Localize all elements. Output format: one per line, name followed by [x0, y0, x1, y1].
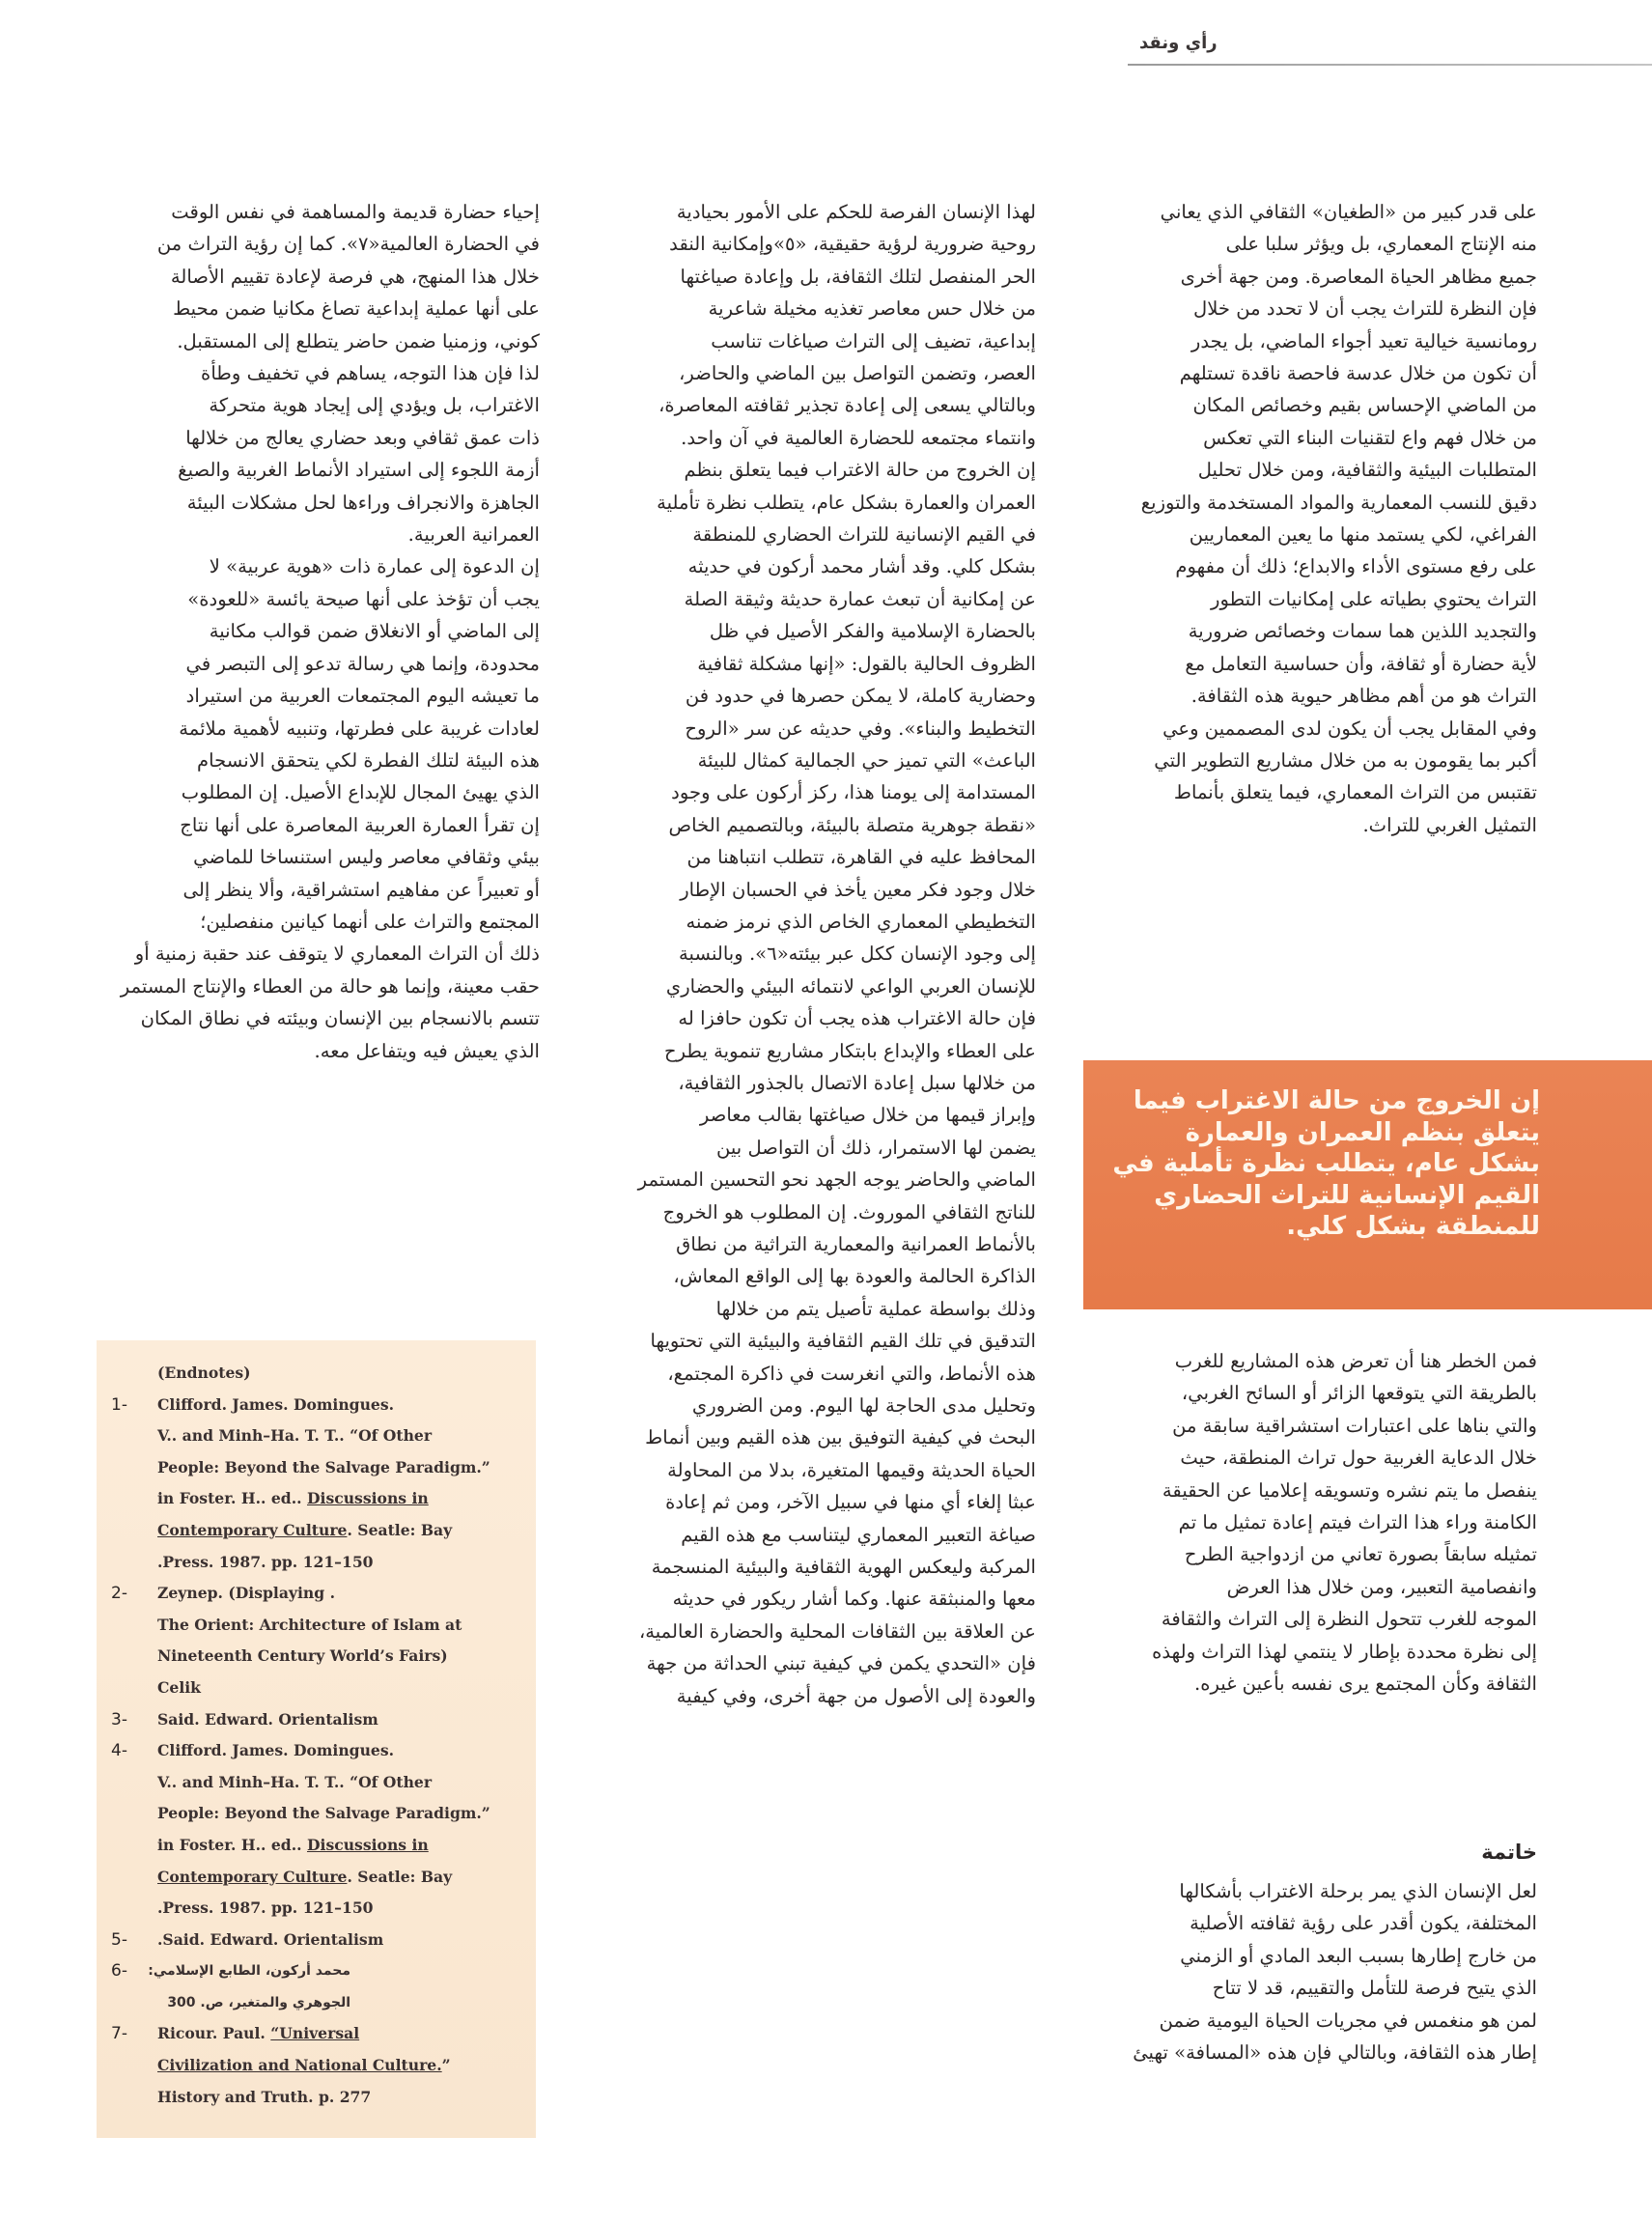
endnotes-title: (Endnotes) [157, 1364, 251, 1382]
text-line: بيئي وثقافي معاصر وليس استنساخا للماضي [193, 846, 540, 869]
text-line: إن الدعوة إلى عمارة ذات «هوية عربية» لا [209, 555, 540, 578]
endnote-title-underlined: Contemporary Culture [157, 1520, 348, 1539]
text-line: الباعث» التي تميز حي الجمالية كمثال للبيئة [697, 748, 1036, 772]
text-line: المحافظ عليه في القاهرة، تتطلب انتباهنا من [686, 846, 1036, 869]
endnotes-box [97, 1340, 536, 2138]
text-line: الظروف الحالية بالقول: «إنها مشكلة ثقافية [697, 652, 1036, 675]
text-line: الذي يهيئ المجال للإبداع الأصيل. إن المطلوب [181, 781, 540, 804]
text-line: يجب أن تؤخذ على أنها صيحة يائسة «للعودة» [187, 587, 540, 610]
text-line: إلى نظرة محددة بإطار لا ينتمي لهذا التراث ولهذه [1152, 1640, 1537, 1663]
text-line: لعل الإنسان الذي يمر برحلة الاغتراب بأشكالها [1179, 1880, 1537, 1902]
text-line: عن إمكانية أن تبعث عمارة حديثة وثيقة الصلة [684, 587, 1036, 610]
endnote-item [97, 2018, 536, 2113]
text-line: هذه البيئة لتلك الفطرة لكي يتحقق الانسجام [197, 748, 540, 772]
text-line: بالطريقة التي يتوقعها الزائر أو السائح الغربي، [1181, 1382, 1537, 1405]
text-line: فإن حالة الاغتراب هذه يجب أن تكون حافزا له [678, 1007, 1036, 1030]
text-line: لهذا الإنسان الفرصة للحكم على الأمور بحيادية [676, 201, 1036, 223]
text-line: عبثا إلغاء أي منها في سبيل الآخر، ومن ثم إعادة [665, 1491, 1036, 1514]
text-line: حقب معينة، وإنما هو حالة من العطاء والإنتاج المستمر [120, 974, 540, 998]
text-line: لأية حضارة أو ثقافة، وأن حساسية التعامل مع [1185, 652, 1537, 675]
text-line: التراث هو من أهم مظاهر حيوية هذه الثقافة. [1190, 685, 1537, 708]
endnotes-list [97, 1390, 536, 2114]
text-line: ذات عمق ثقافي وبعد حضاري يعالج من خلالها [185, 426, 540, 449]
text-line: فإن «التحدي يكمن في كيفية تبني الحداثة من جهة [646, 1652, 1036, 1675]
text-line: الجاهزة والانجراف وراءها لحل مشكلات البيئة [186, 491, 540, 514]
endnote-item [97, 1735, 536, 1925]
text-line: المتطلبات البيئية والثقافية، ومن خلال تحليل [1197, 459, 1537, 482]
text-line: معها والمنبثقة عنها. وكما أشار ريكور في حديثه [672, 1588, 1036, 1611]
endnote-number: 7- [111, 2024, 127, 2044]
text-line: الفراغي، لكي يستمد منها ما يعين المعماريين [1189, 523, 1537, 547]
endnote-number: 2- [111, 1584, 127, 1604]
text-line: التمثيل الغربي للتراث. [1362, 813, 1537, 836]
endnote-line: Celik [157, 1677, 201, 1697]
text-line: على رفع مستوى الأداء والابداع؛ ذلك أن مفهوم [1175, 555, 1537, 578]
text-line: القيم الإنسانية للتراث الحضاري [1154, 1180, 1540, 1210]
text-line: أن تكون من خلال عدسة فاحصة ناقدة تستلهم [1179, 362, 1537, 385]
text-line: البحث في كيفية التوفيق بين هذه القيم وبين أنماط [645, 1426, 1036, 1449]
text-line: وبالتالي يسعى إلى إعادة تجذير ثقافته المعاصرة، [658, 394, 1036, 417]
text-line: وحضارية كاملة، لا يمكن حصرها في حدود فن [685, 685, 1036, 708]
endnote-line: People: Beyond the Salvage Paradigm.” [157, 1457, 490, 1476]
text-line: على قدر كبير من «الطغيان» الثقافي الذي يعاني [1160, 201, 1537, 223]
text-line: وانتماء مجتمعه للحضارة العالمية في آن واحد. [681, 426, 1036, 449]
text-line: خلال الدعاية الغربية حول تراث المنطقة، حيث [1180, 1447, 1537, 1470]
text-line: التخطيط والبناء». وفي حديثه عن سر «الروح [685, 717, 1036, 740]
text-line: خلال هذا المنهج، هي فرصة لإعادة تقييم الأصالة [170, 265, 540, 288]
endnote-line: V.. and Minh–Ha. T. T.. “Of Other [157, 1426, 433, 1446]
text-line: من الماضي الإحساس بقيم وخصائص المكان [1192, 394, 1537, 417]
text-line: إن تقرأ العمارة العربية المعاصرة على أنها نتاج [180, 813, 540, 836]
text-line: المختلفة، يكون أقدر على رؤية ثقافته الأصلية [1190, 1912, 1537, 1935]
text-line: منه الإنتاج المعماري، بل ويؤثر سلبا على [1225, 233, 1537, 256]
pullquote-box [1083, 1060, 1652, 1309]
endnote-line: Civilization and National Culture.” [157, 2056, 451, 2075]
text-line: يتعلق بنظم العمران والعمارة [1185, 1117, 1540, 1147]
text-line: التدقيق في تلك القيم الثقافية والبيئية التي تحتويها [650, 1330, 1036, 1353]
text-line: المجتمع والتراث على أنهما كيانين منفصلين؛ [200, 910, 540, 933]
text-line: العمرانية العربية. [407, 523, 540, 547]
text-line: الثقافة وكأن المجتمع يرى نفسه بأعين غيره. [1193, 1673, 1537, 1696]
endnote-line: in Foster. H.. ed.. Discussions in [157, 1489, 429, 1508]
endnote-item [97, 1704, 536, 1736]
endnote-item [97, 1955, 536, 2018]
endnote-item [97, 1578, 536, 1703]
endnote-line: Clifford. James. Domingues. [157, 1394, 395, 1414]
text-line: في الحضارة العالمية«٧». كما إن رؤية التراث من [156, 233, 540, 256]
text-line: هذه الأنماط، والتي انغرست في ذاكرة المجتمع، [667, 1362, 1036, 1385]
endnote-number: 5- [111, 1929, 127, 1950]
text-line: إطار هذه الثقافة، وبالتالي فإن هذه «المسافة» تهيئ [1133, 2041, 1537, 2065]
endnote-line: Said. Edward. Orientalism [157, 1709, 378, 1729]
text-line: إحياء حضارة قديمة والمساهمة في نفس الوقت [171, 201, 540, 223]
endnote-title-underlined: Discussions in [307, 1835, 429, 1854]
text-line: تتسم بالانسجام بين الإنسان وبيئته في نطاق المكان [140, 1007, 540, 1030]
text-line: وإبراز قيمها من خلال صياغتها بقالب معاصر [699, 1104, 1036, 1127]
text-line: لمن هو منغمس في مجريات الحياة اليومية ضمن [1159, 2009, 1537, 2032]
column-left-body [99, 196, 540, 1067]
text-line: عن العلاقة بين الثقافات المحلية والحضارة العالمية، [638, 1619, 1036, 1643]
endnote-line: Nineteenth Century World’s Fairs) [157, 1646, 448, 1666]
text-line: بشكل عام، يتطلب نظرة تأملية في [1112, 1149, 1540, 1178]
endnote-line: Zeynep. (Displaying . [157, 1584, 336, 1603]
text-line: لذا فإن هذا التوجه، يساهم في تخفيف وطأة [201, 362, 540, 385]
text-line: العصر، وتضمن التواصل بين الماضي والحاضر، [679, 362, 1036, 385]
column-right-body [1087, 196, 1537, 841]
endnote-line: Contemporary Culture. Seatle: Bay [157, 1520, 453, 1539]
text-line: على العطاء والإبداع بابتكار مشاريع تنموية يطرح [663, 1039, 1036, 1062]
endnote-line: Contemporary Culture. Seatle: Bay [157, 1867, 453, 1886]
endnote-line: History and Truth. p. 277 [157, 2087, 372, 2106]
endnote-line: .Said. Edward. Orientalism [157, 1929, 384, 1949]
text-line: الحر المنفصل لتلك الثقافة، بل وإعادة صياغتها [680, 265, 1036, 288]
text-line: أزمة اللجوء إلى استيراد الأنماط الغربية والصيغ [178, 459, 540, 482]
endnote-item [97, 1390, 536, 1579]
text-line: وفي المقابل يجب أن يكون لدى المصممين وعي [1162, 717, 1537, 740]
text-line: إلى الماضي أو الانغلاق ضمن قوالب مكانية [209, 620, 540, 643]
text-line: والتجديد اللذين هما سمات وخصائص ضرورية [1188, 620, 1537, 643]
text-line: الذاكرة الحالمة والعودة بها إلى الواقع المعاش، [673, 1265, 1036, 1288]
endnote-number: 6- [111, 1961, 127, 1982]
endnote-line: محمد أركون، الطابع الإسلامي: [148, 1963, 350, 1980]
endnote-title-underlined: “Universal [270, 2024, 360, 2043]
text-line: بالحضارة الإسلامية والفكر الأصيل في ظل [709, 620, 1036, 643]
endnote-line: The Orient: Architecture of Islam at [157, 1615, 462, 1634]
text-line: بشكل كلي. وقد أشار محمد أركون في حديثه [687, 555, 1036, 578]
header-rule [1128, 64, 1652, 66]
text-line: الاغتراب، بل ويؤدي إلى إيجاد هوية متحركة [209, 394, 540, 417]
endnote-number: 3- [111, 1709, 127, 1729]
text-line: التخطيطي المعماري الخاص الذي نرمز ضمنه [686, 910, 1036, 933]
text-line: بالأنماط العمرانية والمعمارية التراثية من نطاق [676, 1233, 1036, 1255]
text-line: إن الخروج من حالة الاغتراب فيما يتعلق بنظم [684, 459, 1036, 482]
text-line: من خلال حس معاصر تغذيه مخيلة شاعرية [708, 297, 1036, 321]
closing-heading: خاتمة [1481, 1841, 1537, 1864]
endnote-line: .Press. 1987. pp. 121–150 [157, 1898, 374, 1918]
endnote-item [97, 1925, 536, 1956]
text-line: وذلك بواسطة عملية تأصيل يتم من خلالها [715, 1297, 1036, 1320]
text-line: على أنها عملية إبداعية تصاغ مكانيا ضمن محيط [173, 297, 540, 321]
closing-body [1087, 1875, 1537, 2068]
text-line: تقتبس من التراث المعماري، فيما يتعلق بأنماط [1173, 781, 1537, 804]
text-line: المركبة وليعكس الهوية الثقافية والبيئية المنسجمة [651, 1556, 1036, 1579]
text-line: دقيق للنسب المعمارية والمواد المستخدمة والتوزيع [1140, 491, 1537, 514]
endnote-number: 1- [111, 1394, 127, 1415]
endnote-line: in Foster. H.. ed.. Discussions in [157, 1835, 429, 1854]
endnote-number: 4- [111, 1741, 127, 1761]
text-line: فمن الخطر هنا أن تعرض هذه المشاريع للغرب [1174, 1350, 1537, 1372]
text-line: أكبر بما يقومون به من خلال مشاريع التطوير التي [1154, 748, 1537, 772]
endnote-title-underlined: Civilization and National Culture. [157, 2056, 442, 2075]
text-line: محدودة، وإنما هي رسالة تدعو إلى التبصر في [185, 652, 540, 675]
text-line: فإن النظرة للتراث يجب أن لا تحدد من خلال [1192, 297, 1537, 321]
column-right-after-quote [1087, 1345, 1537, 1700]
text-line: للناتج الثقافي الموروث. إن المطلوب هو الخروج [662, 1200, 1036, 1223]
endnote-title-underlined: Discussions in [307, 1489, 429, 1508]
text-line: التراث يحتوي بطياته على إمكانيات التطور [1210, 587, 1537, 610]
text-line: للمنطقة بشكل كلي. [1286, 1212, 1540, 1241]
text-line: الموجه للغرب تتحول النظرة إلى التراث والثقافة [1161, 1608, 1537, 1631]
text-line: كوني، وزمنيا ضمن حاضر يتطلع إلى المستقبل. [177, 329, 540, 352]
column-middle-body [597, 196, 1036, 1712]
text-line: العمران والعمارة بشكل عام، يتطلب نظرة تأملية [657, 491, 1036, 514]
text-line: ذلك أن التراث المعماري لا يتوقف عند حقبة زمنية أو [134, 942, 540, 966]
text-line: لعادات غريبة على فطرتها، وتنبيه لأهمية ملائمة [179, 717, 540, 740]
text-line: أو تعبيراً عن مفاهيم استشراقية، وألا ينظر إلى [182, 878, 540, 901]
text-line: يضمن لها الاستمرار، ذلك أن التواصل بين [715, 1136, 1036, 1159]
text-line: من خلال فهم واع لتقنيات البناء التي تعكس [1203, 426, 1537, 449]
text-line: رومانسية خيالية تعيد أجواء الماضي، بل يجدر [1190, 329, 1537, 352]
text-line: روحية ضرورية لرؤية حقيقية، «٥»وإمكانية النقد [669, 233, 1036, 256]
text-line: تمثيله سابقاً بصورة تعاني من ازدواجية الطرح [1184, 1543, 1537, 1566]
text-line: الحياة الحديثة وقيمها المتغيرة، بدلا من المحاولة [667, 1458, 1036, 1481]
text-line: إن الخروج من حالة الاغتراب فيما [1133, 1086, 1540, 1115]
text-line: الكامنة وراء هذا التراث فيتم إعادة تمثيل ما تم [1178, 1511, 1537, 1534]
text-line: الماضي والحاضر يوجه الجهد نحو التحسين المستمر [637, 1168, 1036, 1192]
endnote-line: .Press. 1987. pp. 121–150 [157, 1552, 374, 1571]
text-line: الذي يعيش فيه ويتفاعل معه. [314, 1039, 540, 1062]
text-line: خلال وجود فكر معين يأخذ في الحسبان الإطار [680, 878, 1036, 901]
endnote-line: Ricour. Paul. “Universal [157, 2024, 360, 2043]
endnote-line: الجوهري والمتغير، ص. 300 [167, 1994, 350, 2010]
text-line: وانفصامية التعبير، ومن خلال هذا العرض [1226, 1575, 1537, 1598]
endnote-line: People: Beyond the Salvage Paradigm.” [157, 1804, 490, 1823]
pullquote-text [1083, 1085, 1540, 1243]
text-line: في القيم الإنسانية للتراث الحضاري للمنطقة [692, 523, 1036, 547]
text-line: من خلالها سبل إعادة الاتصال بالجذور الثقافية، [678, 1071, 1036, 1094]
section-label: رأي ونقد [1139, 33, 1218, 53]
text-line: وتحليل مدى الحاجة لها اليوم. ومن الضروري [691, 1394, 1036, 1418]
text-line: المستدامة إلى يومنا هذا، ركز أركون على وجود [671, 781, 1036, 804]
text-line: من خارج إطارها بسبب البعد المادي أو الزمني [1180, 1944, 1537, 1967]
text-line: إلى وجود الإنسان ككل عبر بيئته«٦». وبالنسبة [679, 942, 1036, 966]
endnote-line: Clifford. James. Domingues. [157, 1741, 395, 1760]
text-line: إبداعية، تضيف إلى التراث صياغات تناسب [711, 329, 1036, 352]
text-line: ما تعيشه اليوم المجتمعات العربية من استيراد [185, 685, 540, 708]
text-line: صياغة التعبير المعماري ليتناسب مع هذه القيم [681, 1523, 1036, 1546]
text-line: «نقطة جوهرية متصلة بالبيئة، وبالتصميم الخاص [668, 813, 1036, 836]
text-line: للإنسان العربي الواعي لانتمائه البيئي والحضاري [665, 974, 1036, 998]
endnote-title-underlined: Contemporary Culture [157, 1867, 348, 1886]
text-line: جميع مظاهر الحياة المعاصرة. ومن جهة أخرى [1180, 265, 1537, 288]
endnote-line: V.. and Minh–Ha. T. T.. “Of Other [157, 1772, 433, 1791]
text-line: الذي يتيح فرصة للتأمل والتقييم، قد لا تتاح [1212, 1977, 1537, 2000]
text-line: ينفصل ما يتم نشره وتسويقه إعلاميا عن الحقيقة [1162, 1478, 1537, 1502]
text-line: والعودة إلى الأصول من جهة أخرى، وفي كيفية [676, 1684, 1036, 1707]
text-line: والتي بناها على اعتبارات استشراقية سابقة من [1172, 1414, 1537, 1437]
